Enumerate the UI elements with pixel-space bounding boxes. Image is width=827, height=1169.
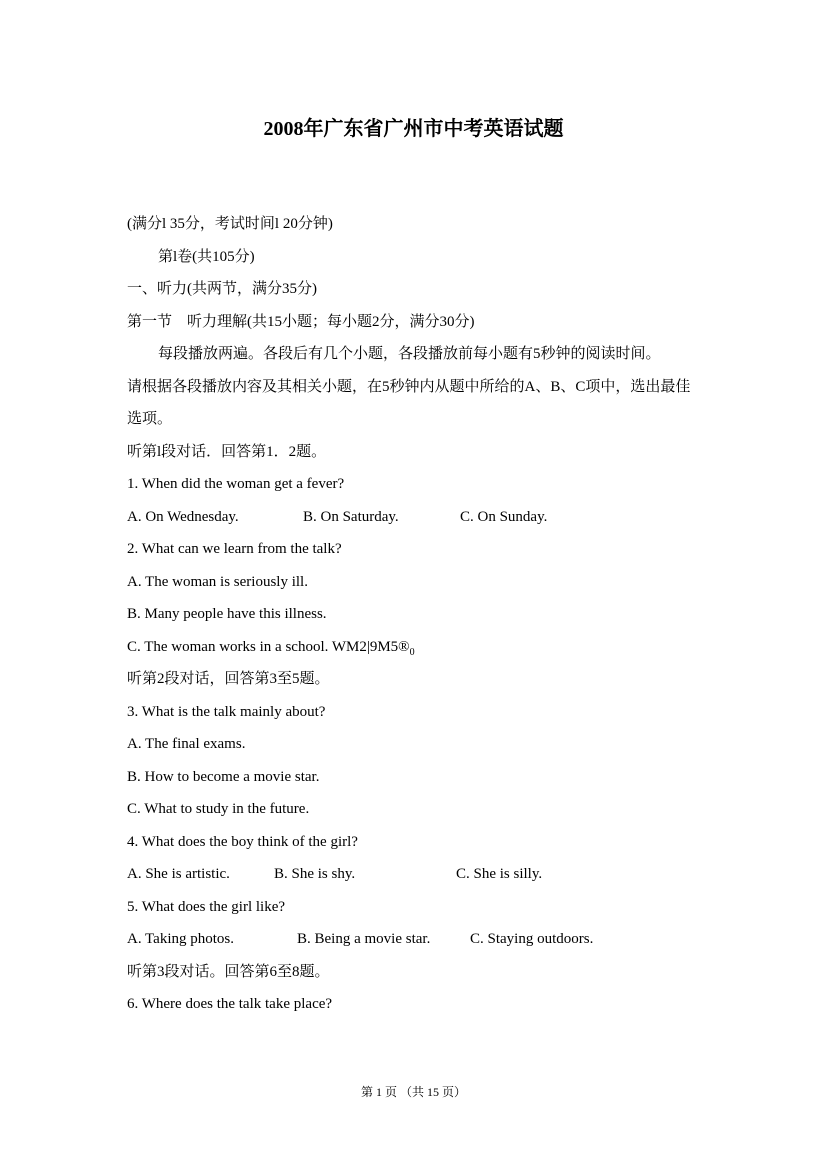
dialog3-heading: 听第3段对话。回答第6至8题。 [127,963,330,980]
q1-option-a: A. On Wednesday. [127,508,239,525]
part-one-heading: 一、听力(共两节，满分35分) [127,281,317,297]
q2-option-a: A. The woman is seriously ill. [127,573,308,590]
score-note: (满分l 35分，考试时间l 20分钟) [127,216,333,232]
q4-option-c: C. She is silly. [456,866,543,882]
q5-option-c: C. Staying outdoors. [470,931,594,947]
document-body [127,213,705,1026]
dialog2-heading: 听第2段对话，回答第3至5题。 [127,671,330,687]
q5-option-b: B. Being a movie star. [297,931,431,947]
q6-stem: 6. Where does the talk take place? [127,996,333,1012]
q2-option-c [127,636,705,669]
q3-option-b: B. How to become a movie star. [127,768,320,785]
volume-heading: 第l卷(共105分) [158,248,255,265]
q2-stem: 2. What can we learn from the talk? [127,541,342,557]
q4-option-b: B. She is shy. [274,866,356,882]
q2-option-c-subscript: 0 [409,646,415,658]
q4-stem: 4. What does the boy think of the girl? [127,833,358,850]
page-footer: 第 1 页 （共 15 页） [360,1085,466,1099]
q5-stem: 5. What does the girl like? [127,898,286,915]
q1-stem: 1. When did the woman get a fever? [127,476,345,492]
instruction-1: 每段播放两遍。各段后有几个小题，各段播放前每小题有5秒钟的阅读时间。 [158,346,661,362]
q1-option-b: B. On Saturday. [303,508,399,525]
q4-option-a: A. She is artistic. [127,866,230,882]
q3-option-a: A. The final exams. [127,736,246,752]
q2-option-b: B. Many people have this illness. [127,606,327,622]
q3-stem: 3. What is the talk mainly about? [127,703,326,720]
section-one-heading: 第一节 听力理解(共15小题；每小题2分，满分30分) [127,313,475,330]
q5-option-a: A. Taking photos. [127,931,235,947]
dialog1-heading: 听第l段对话．回答第1．2题。 [127,443,327,460]
q5-options [127,928,705,961]
q4-options [127,863,705,896]
q1-options [127,506,705,539]
page-title: 2008年广东省广州市中考英语试题 [263,118,564,140]
q3-option-c: C. What to study in the future. [127,801,310,817]
instruction-2: 请根据各段播放内容及其相关小题，在5秒钟内从题中所给的A、B、C项中，选出最佳选项。 [127,378,691,427]
q1-option-c: C. On Sunday. [460,508,548,525]
q2-option-c-text: C. The woman works in a school. WM2|9M5® [127,638,410,655]
